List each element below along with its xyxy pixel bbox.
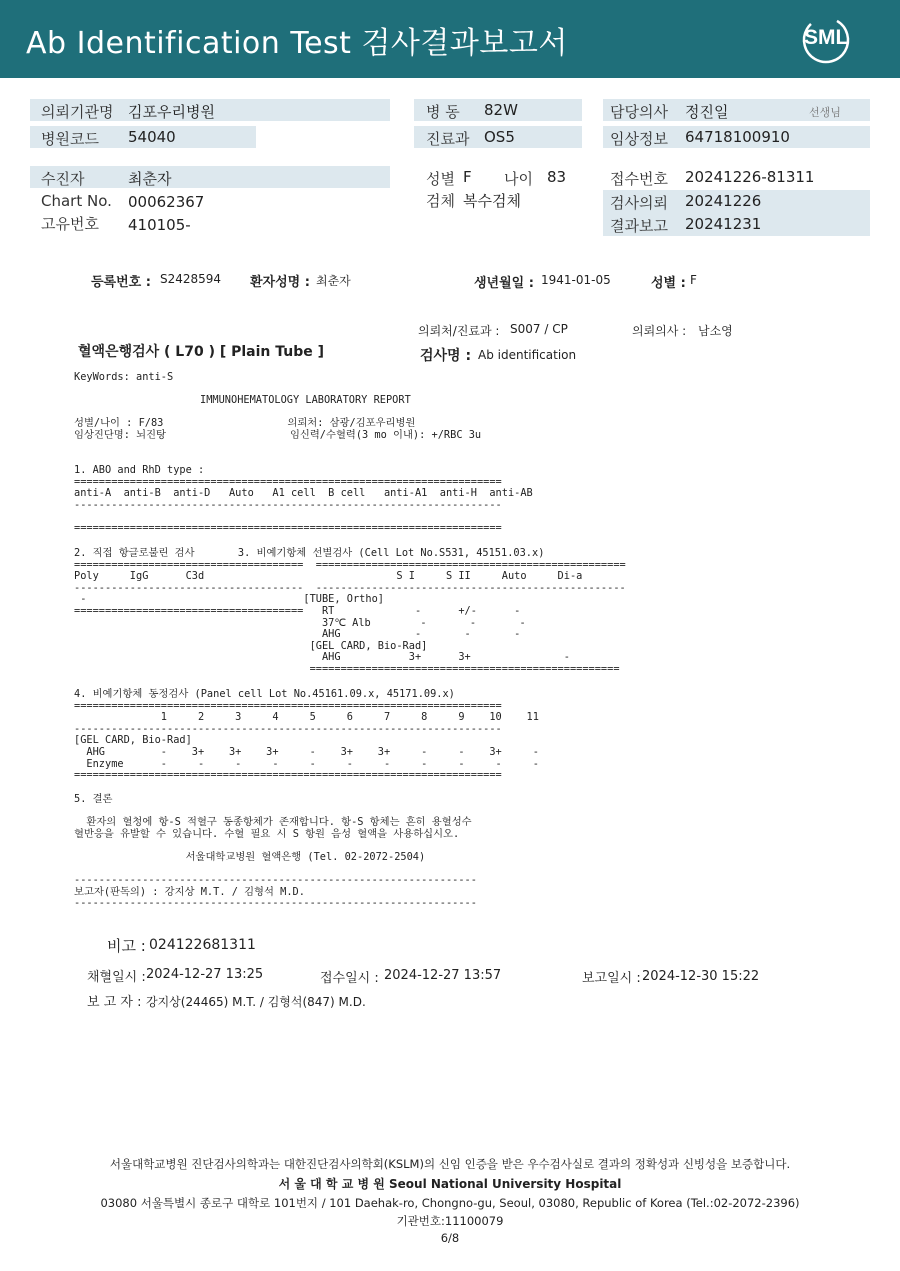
request-label: 검사의뢰 (610, 194, 668, 212)
clinical-label: 임상정보 (610, 130, 668, 148)
doctor-value: 정진일 (685, 103, 729, 121)
uid-value: 410105- (128, 216, 191, 234)
footer-certification: 서울대학교병원 진단검사의학과는 대한진단검사의학회(KSLM)의 신임 인증을 받은 우수검사실로 결과의 정확성과 신빙성을 보증합니다. (109, 1157, 791, 1171)
ward-value: 82W (484, 101, 518, 119)
dob-label: 생년월일 : (474, 276, 534, 291)
clinical-value: 64718100910 (685, 128, 790, 146)
footer-address: 03080 서울특별시 종로구 대학로 101번지 / 101 Daehak-ro, Chongno-gu, Seoul, 03080, Republic of Korea (Tel.:02-2072-2396) (100, 1196, 800, 1210)
patient-label: 수진자 (41, 170, 85, 188)
summary-sex-value: F (690, 273, 697, 287)
report-time-value: 2024-12-30 15:22 (642, 969, 760, 984)
section-dat-screening: 2. 직접 항글로불린 검사 3. 비예기항체 선별검사 (Cell Lot No.S531, 45151.03.x) ===================================== ================================================== Poly IgG C3d S I S II Auto Di-a ------------------------------------- -------------------------------------------------- - [TUBE, Ortho] ===================================== RT - +/- - 37℃ Alb - - - AHG - - - [GEL CARD, Bio-Rad] AHG 3+ 3+ - ================================================== (74, 547, 626, 675)
report-value: 20241231 (685, 215, 762, 233)
test-name-value: Ab identification (478, 348, 577, 362)
age-value: 83 (547, 168, 567, 186)
sex-label: 성별 (426, 170, 455, 188)
source-value: S007 / CP (510, 322, 568, 336)
specimen-value: 복수검체 (463, 192, 521, 210)
remark-label: 비고 : (107, 937, 146, 955)
summary-sex-label: 성별 : (651, 276, 686, 291)
section-conclusion: 5. 결론 환자의 혈청에 항-S 적혈구 동종항체가 존재합니다. 항-S 항체는 흔히 용혈성수 혈반응을 유발할 수 있습니다. 수혈 필요 시 S 항원 음성 혈액을 사용하십시오. 서울대학교병원 혈액은행 (Tel. 02-2072-2504) ----------------------------------------------------------------- 보고자(판독의) : 강지상 M.T. / 김형석 M.D. ----------------------------------------------------------------- (74, 793, 477, 910)
section-panel-identification: 4. 비예기항체 동정검사 (Panel cell Lot No.45161.09.x, 45171.09.x) ===================================================================== 1 2 3 4 5 6 7 8 9 10 11 --------------------------------------------------------------------- [GEL CARD, Bio-Rad] AHG - 3+ 3+ 3+ - 3+ 3+ - - 3+ - Enzyme - - - - - - - - - - - ===================================================================== (74, 688, 539, 782)
dob-value: 1941-01-05 (541, 273, 611, 287)
sex-value: F (463, 168, 472, 186)
collect-value: 2024-12-27 13:25 (146, 967, 264, 982)
ward-label: 병 동 (426, 103, 460, 121)
source-label: 의뢰처/진료과 : (418, 324, 500, 338)
hospital-value: 김포우리병원 (128, 103, 215, 121)
reporter-label: 보 고 자 : (87, 995, 142, 1010)
report-label: 결과보고 (610, 217, 668, 235)
receive-value: 2024-12-27 13:57 (384, 968, 502, 983)
report-title: Ab Identification Test 검사결과보고서 (26, 26, 568, 61)
footer-institution-number: 기관번호:11100079 (396, 1214, 504, 1228)
uid-label: 고유번호 (41, 215, 99, 233)
reg-label: 등록번호 : (91, 275, 151, 290)
code-label: 병원코드 (41, 130, 99, 148)
hospital-label: 의뢰기관명 (41, 103, 114, 121)
report-time-label: 보고일시 : (582, 971, 641, 986)
req-doctor-label: 의뢰의사 : (632, 324, 687, 338)
name-value: 최춘자 (316, 274, 351, 288)
remark-value: 024122681311 (149, 937, 256, 953)
age-label: 나이 (504, 170, 533, 188)
request-value: 20241226 (685, 192, 762, 210)
logo-text: SML (804, 26, 849, 49)
report-heading: IMMUNOHEMATOLOGY LABORATORY REPORT (200, 394, 411, 406)
header-bar (0, 0, 900, 78)
report-meta: 성별/나이 : F/83 의뢰처: 삼광/김포우리병원 임상진단명: 뇌진탕 임신력/수혈력(3 mo 이내): +/RBC 3u (74, 417, 482, 441)
section-abo-rhd: 1. ABO and RhD type : ===================================================================== anti-A anti-B anti-D Auto A1 cell B cell anti-A1 anti-H anti-AB --------------------------------------------------------------------- ===================================================================== (74, 464, 533, 534)
chart-label: Chart No. (41, 192, 112, 210)
receive-label: 접수일시 : (320, 971, 379, 986)
reg-value: S2428594 (160, 272, 222, 286)
specimen-label: 검체 (426, 192, 455, 210)
reporter-value: 강지상(24465) M.T. / 김형석(847) M.D. (146, 995, 366, 1009)
name-label: 환자성명 : (250, 275, 310, 290)
doctor-label: 담당의사 (610, 103, 668, 121)
dept-value: OS5 (484, 128, 515, 146)
test-name-label: 검사명 : (420, 348, 472, 364)
code-value: 54040 (128, 128, 176, 146)
test-title: 혈액은행검사 ( L70 ) [ Plain Tube ] (78, 344, 325, 360)
dept-label: 진료과 (426, 130, 470, 148)
chart-value: 00062367 (128, 193, 205, 211)
req-doctor-value: 남소영 (698, 324, 733, 338)
footer-hospital-name: 서 울 대 학 교 병 원 Seoul National University Hospital (278, 1177, 622, 1191)
receipt-label: 접수번호 (610, 170, 668, 188)
doctor-suffix: 선생님 (809, 106, 841, 119)
receipt-value: 20241226-81311 (685, 168, 815, 186)
patient-value: 최춘자 (128, 170, 172, 188)
page-number: 6/8 (440, 1231, 460, 1245)
collect-label: 채혈일시 : (87, 970, 146, 985)
keywords: KeyWords: anti-S (74, 371, 174, 383)
